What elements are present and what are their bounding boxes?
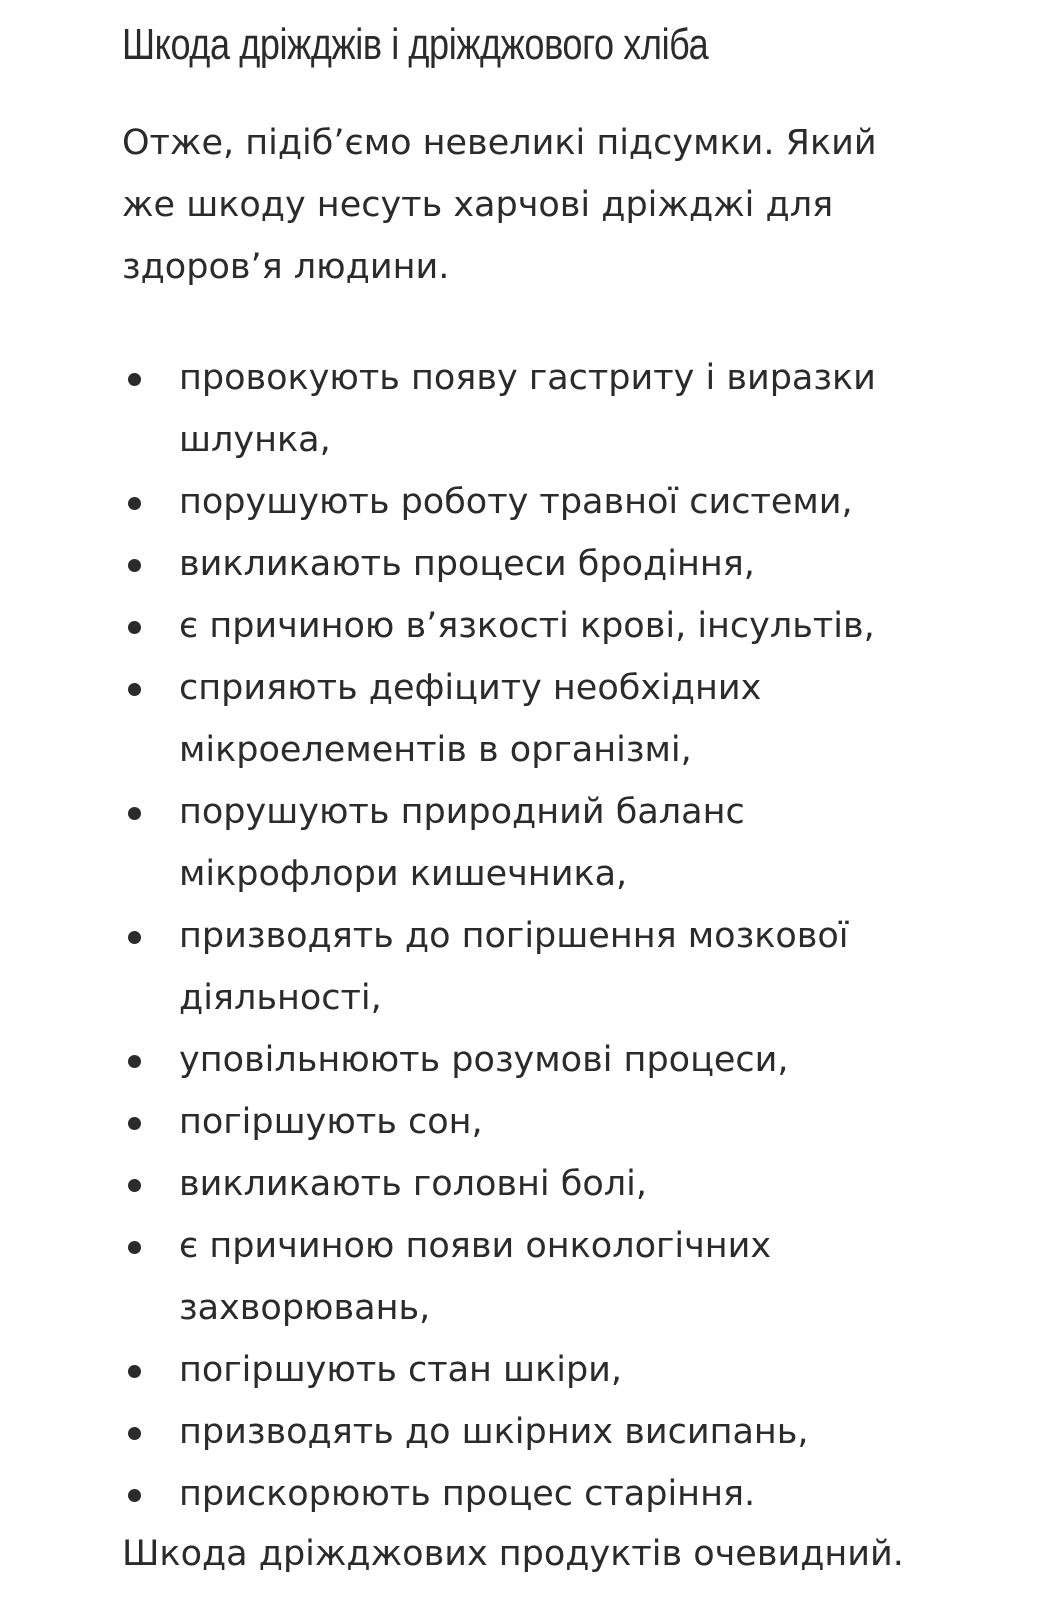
bullet-icon xyxy=(128,1055,141,1068)
outro-paragraph: Шкода дріжджових продуктів очевидний. xyxy=(122,1534,904,1574)
list-item xyxy=(122,1091,952,1153)
list-item-text: уповільнюють розумові процеси, xyxy=(179,1040,789,1080)
list-item xyxy=(122,905,952,1029)
bullet-icon xyxy=(128,1241,141,1254)
list-item xyxy=(122,657,952,781)
list-item-text: погіршують сон, xyxy=(179,1102,483,1142)
list-item xyxy=(122,471,952,533)
list-item xyxy=(122,1463,952,1525)
list-item-text: є причиною появи онкологічних захворювань, xyxy=(179,1226,772,1328)
intro-paragraph: Отже, підіб’ємо невеликі підсумки. Який же шкоду несуть харчові дріжджі для здоров’я людини. xyxy=(122,123,877,287)
bullet-icon xyxy=(128,1117,141,1130)
list-item-text: провокують появу гастриту і виразки шлунка, xyxy=(179,358,876,460)
bullet-icon xyxy=(128,497,141,510)
bullet-icon xyxy=(128,807,141,820)
list-item xyxy=(122,1339,952,1401)
list-item-text: призводять до шкірних висипань, xyxy=(179,1412,809,1452)
list-item xyxy=(122,533,952,595)
bullet-icon xyxy=(128,1427,141,1440)
list-item xyxy=(122,1401,952,1463)
bullet-icon xyxy=(128,621,141,634)
list-item xyxy=(122,781,952,905)
article-title: Шкода дріжджів і дріжджового хліба xyxy=(122,20,709,69)
list-item xyxy=(122,347,952,471)
bullet-icon xyxy=(128,1489,141,1502)
list-item-text: прискорюють процес старіння. xyxy=(179,1474,756,1514)
list-item xyxy=(122,1029,952,1091)
bullet-icon xyxy=(128,1179,141,1192)
list-item-text: погіршують стан шкіри, xyxy=(179,1350,623,1390)
list-item xyxy=(122,1215,952,1339)
harms-list xyxy=(122,347,952,1525)
list-item-text: викликають процеси бродіння, xyxy=(179,544,755,584)
bullet-icon xyxy=(128,373,141,386)
list-item-text: викликають головні болі, xyxy=(179,1164,647,1204)
bullet-icon xyxy=(128,931,141,944)
list-item xyxy=(122,1153,952,1215)
bullet-icon xyxy=(128,559,141,572)
bullet-icon xyxy=(128,683,141,696)
list-item-text: сприяють дефіциту необхідних мікроелементів в організмі, xyxy=(179,668,762,770)
list-item-text: порушують роботу травної системи, xyxy=(179,482,853,522)
bullet-icon xyxy=(128,1365,141,1378)
list-item-text: порушують природний баланс мікрофлори кишечника, xyxy=(179,792,745,894)
list-item-text: призводять до погіршення мозкової діяльності, xyxy=(179,916,849,1018)
list-item-text: є причиною в’язкості крові, інсультів, xyxy=(179,606,875,646)
list-item xyxy=(122,595,952,657)
